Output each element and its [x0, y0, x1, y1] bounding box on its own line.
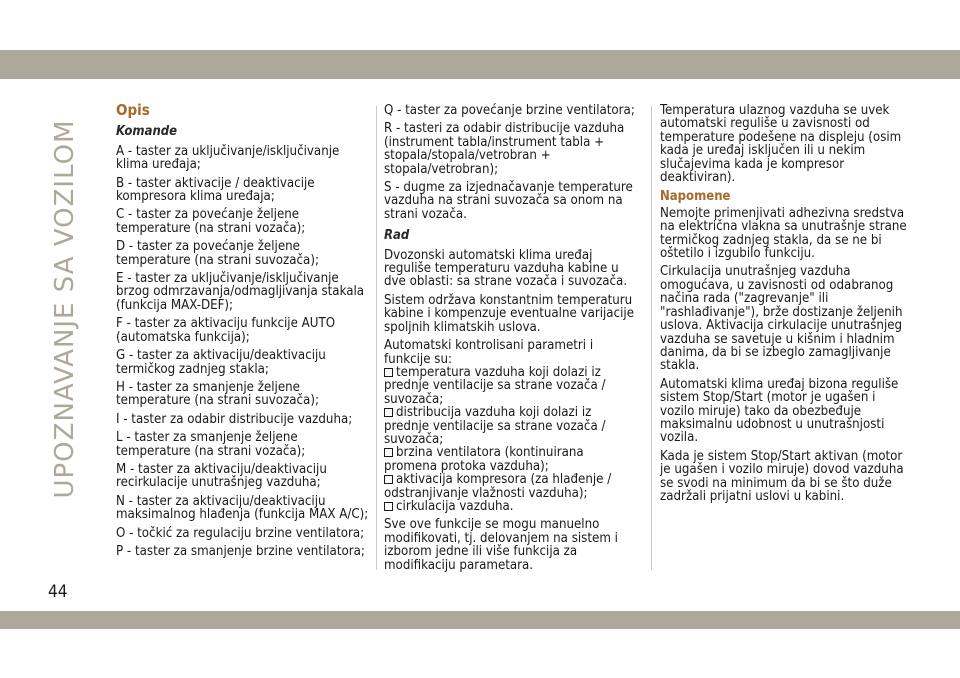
paragraph: Nemojte primenjivati adhezivna sredstva na električna vlakna sa unutrašnje strane termičkog zadnjeg stakla, da se ne bi oštetilo i izgubilo funkciju. — [660, 205, 907, 262]
list-item — [384, 446, 640, 473]
column-divider — [376, 106, 377, 570]
auto-parameters-list — [384, 339, 640, 513]
command-item: L - taster za smanjenje željene temperature (na strani vozača); — [116, 430, 306, 459]
list-item-text: distribucija vazduha koji dolazi iz prednje ventilacije sa strane vozača / suvozača; — [384, 405, 606, 447]
command-item: S - dugme za izjednačavanje temperature vazduha na strani suvozača sa onom na strani vozača. — [384, 180, 633, 222]
subheading-commands: Komande — [116, 124, 178, 140]
column-2 — [384, 104, 640, 577]
subheading-operation: Rad — [384, 228, 410, 244]
list-item — [384, 366, 640, 406]
command-item: R - tasteri za odabir distribucije vazduha (instrument tabla/instrument tabla + stopala/stopala/vetrobran + stopala/vetrobran); — [384, 121, 625, 177]
command-item: Q - taster za povećanje brzine ventilatora; — [384, 103, 635, 118]
command-item: O - točkić za regulaciju brzine ventilatora; — [116, 525, 365, 541]
command-item: M - taster za aktivaciju/deaktivaciju recirkulacije unutrašnjeg vazduha; — [116, 461, 327, 491]
command-item: G - taster za aktivaciju/deaktivaciju termičkog zadnjeg stakla; — [116, 348, 326, 377]
section-side-title — [42, 94, 88, 524]
side-title-text: UPOZNAVANJE SA VOZILOM — [50, 119, 80, 499]
command-item: F - taster za aktivaciju funkcije AUTO (automatska funkcija); — [116, 316, 336, 345]
command-item: C - taster za povećanje željene temperature (na strani vozača); — [116, 207, 306, 236]
list-intro: Automatski kontrolisani parametri i funkcije su: — [384, 338, 594, 367]
paragraph: Kada je sistem Stop/Start aktivan (motor je ugašen i vozilo miruje) dovod vazduha se svodi na minimum da bi se što duže zadržali prijatni uslovi u kabini. — [660, 448, 904, 504]
page-number: 44 — [48, 582, 68, 602]
column-3 — [660, 104, 910, 508]
notes-heading: Napomene — [660, 189, 731, 205]
list-item-text: cirkulacija vazduha. — [396, 498, 514, 514]
command-item: H - taster za smanjenje željene temperature (na strani suvozača); — [116, 379, 319, 409]
list-item — [384, 500, 640, 513]
checkbox-bullet-icon — [384, 408, 393, 417]
footer-band — [0, 611, 960, 629]
paragraph: Automatski klima uređaj bizona reguliše sistem Stop/Start (motor je ugašen i vozilo miruje) tako da obezbeđuje maksimalnu udobnost u unutrašnjosti vozila. — [660, 376, 899, 446]
command-item: N - taster za aktivaciju/deaktivaciju maksimalnog hlađenja (funkcija MAX A/C); — [116, 493, 369, 523]
header-band — [0, 50, 960, 79]
list-item — [384, 473, 640, 500]
command-item: E - taster za uključivanje/isključivanje brzog odmrzavanja/odmagljivanja stakala (funkcija MAX-DEF); — [116, 271, 365, 313]
command-item: P - taster za smanjenje brzine ventilatora; — [116, 543, 365, 559]
paragraph: Sistem održava konstantnim temperaturu kabine i kompenzuje eventualne varijacije spoljnih klimatskih uslova. — [384, 292, 634, 335]
command-item: A - taster za uključivanje/isključivanje klima uređaja; — [116, 143, 340, 173]
list-item-text: aktivacija kompresora (za hlađenje / odstranjivanje vlažnosti vazduha); — [384, 472, 612, 501]
command-item: B - taster aktivacije / deaktivacije kompresora klima uređaja; — [116, 175, 315, 205]
column-divider — [651, 106, 652, 570]
command-item: D - taster za povećanje željene temperature (na strani suvozača); — [116, 239, 319, 268]
list-item-text: temperatura vazduha koji dolazi iz prednje ventilacije sa strane vozača / suvozača; — [384, 364, 606, 407]
paragraph: Cirkulacija unutrašnjeg vazduha omogućava, u zavisnosti od odabranog načina rada ("zagrevanje" ili "rashlađivanje"), brže dostizanje željenih uslova. Aktivacija cirkulacije unutrašnjeg vazduha se savetuje u kišnim i hladnim danima, da bi se izbeglo zamagljivanje stakla. — [660, 264, 903, 374]
list-item — [384, 406, 640, 446]
paragraph: Sve ove funkcije se mogu manuelno modifikovati, tj. delovanjem na sistem i izborom jedne ili više funkcija za modifikaciju parametara. — [384, 517, 618, 573]
section-heading: Opis — [116, 101, 150, 119]
checkbox-bullet-icon — [384, 502, 393, 511]
paragraph: Dvozonski automatski klima uređaj reguliše temperaturu vazduha kabine u dve oblasti: sa strane vozača i suvozača. — [384, 247, 628, 290]
column-1 — [116, 101, 372, 563]
command-item: I - taster za odabir distribucije vazduha; — [116, 411, 353, 427]
checkbox-bullet-icon — [384, 448, 393, 457]
paragraph: Temperatura ulaznog vazduha se uvek automatski reguliše u zavisnosti od temperature podešene na displeju (osim kada je uređaj isključen ili u nekim slučajevima kada je kompresor deaktiviran). — [660, 103, 902, 186]
checkbox-bullet-icon — [384, 368, 393, 377]
list-item-text: brzina ventilatora (kontinuirana promena protoka vazduha); — [384, 445, 584, 474]
checkbox-bullet-icon — [384, 475, 393, 484]
